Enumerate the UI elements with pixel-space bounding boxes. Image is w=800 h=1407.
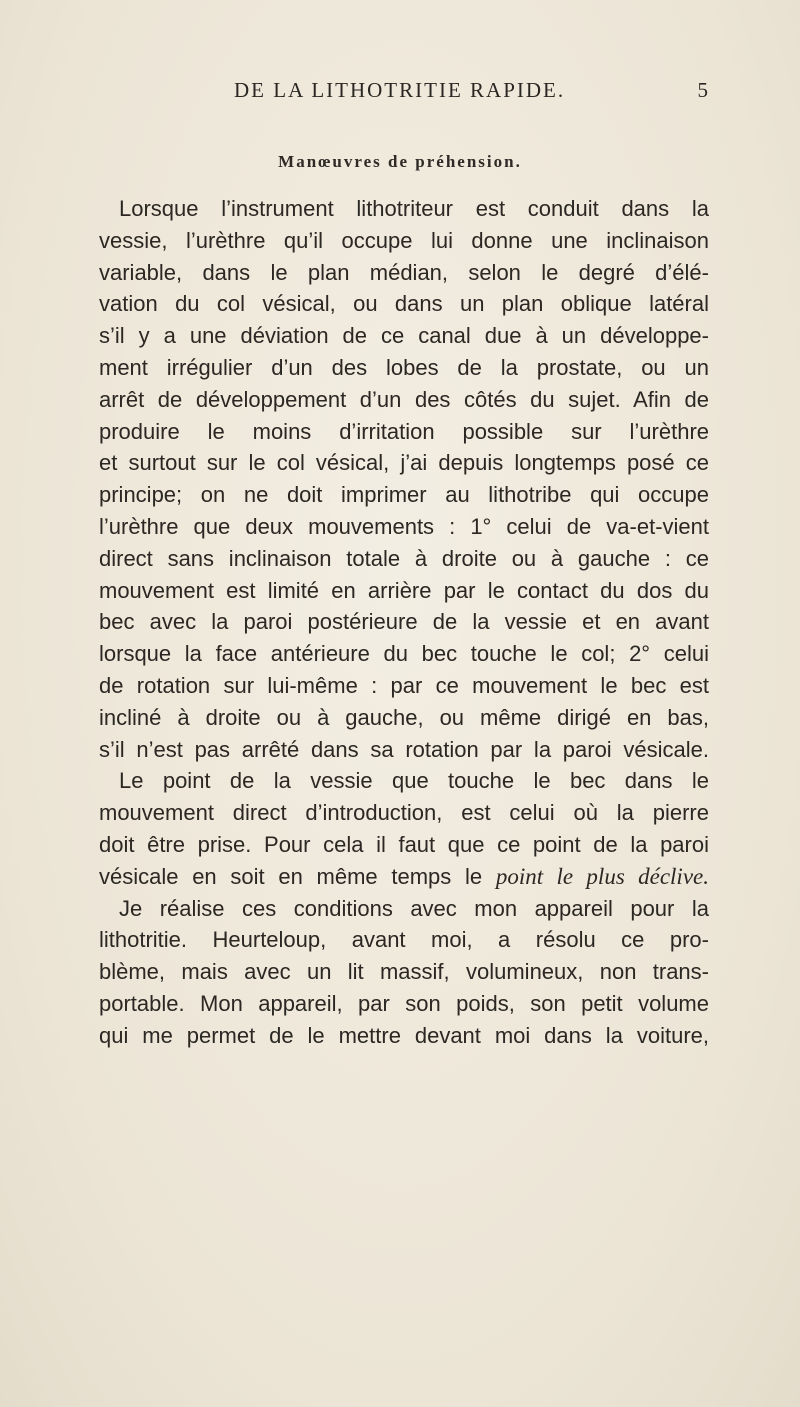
text-line: blème, mais avec un lit massif, volumineux, non trans- [99,959,709,985]
text-line: principe; on ne doit imprimer au lithotribe qui occupe [99,482,709,508]
text-line: s’il y a une déviation de ce canal due à un développe- [99,323,709,349]
text-line: incliné à droite ou à gauche, ou même dirigé en bas, [99,704,709,730]
running-title: DE LA LITHOTRITIE RAPIDE. [234,78,566,102]
running-head [100,78,740,108]
text-line: lithotritie. Heurteloup, avant moi, a résolu ce pro- [99,927,709,953]
text-line: arrêt de développement d’un des côtés du sujet. Afin de [99,386,709,412]
text-line: ment irrégulier d’un des lobes de la prostate, ou un [99,354,709,380]
body-text [99,193,709,1052]
text-line: et surtout sur le col vésical, j’ai depuis longtemps posé ce [99,450,709,476]
text-line: bec avec la paroi postérieure de la vessie et en avant [99,609,709,635]
text-line: Le point de la vessie que touche le bec dans le [119,768,709,794]
text-line: s’il n’est pas arrêté dans sa rotation par la paroi vésicale. [99,736,709,762]
text-line: qui me permet de le mettre devant moi dans la voiture, [99,1022,709,1048]
text-segment: vésicale en soit en même temps le [99,863,496,889]
page-number: 5 [697,78,708,102]
text-line: lorsque la face antérieure du bec touche le col; 2° celui [99,641,709,667]
text-line [99,861,709,893]
text-line: direct sans inclinaison totale à droite ou à gauche : ce [99,545,709,571]
text-line: portable. Mon appareil, par son poids, son petit volume [99,990,709,1016]
text-line: Lorsque l’instrument lithotriteur est conduit dans la [119,196,709,221]
text-line: l’urèthre que deux mouvements : 1° celui de va-et-vient [99,513,709,539]
text-line: vessie, l’urèthre qu’il occupe lui donne une inclinaison [99,227,709,253]
section-heading: Manœuvres de préhension. [278,152,522,171]
text-line: Je réalise ces conditions avec mon appareil pour la [119,895,709,921]
text-line: mouvement est limité en arrière par le contact du dos du [99,577,709,603]
text-line: vation du col vésical, ou dans un plan oblique latéral [99,291,709,317]
italic-phrase: point le plus déclive. [495,863,709,889]
text-line: de rotation sur lui-même : par ce mouvement le bec est [99,672,709,698]
text-line: mouvement direct d’introduction, est celui où la pierre [99,800,709,826]
text-line: produire le moins d’irritation possible sur l’urèthre [99,418,709,444]
text-line: variable, dans le plan médian, selon le degré d’élé- [99,259,709,285]
text-line: doit être prise. Pour cela il faut que ce point de la paroi [99,831,709,857]
